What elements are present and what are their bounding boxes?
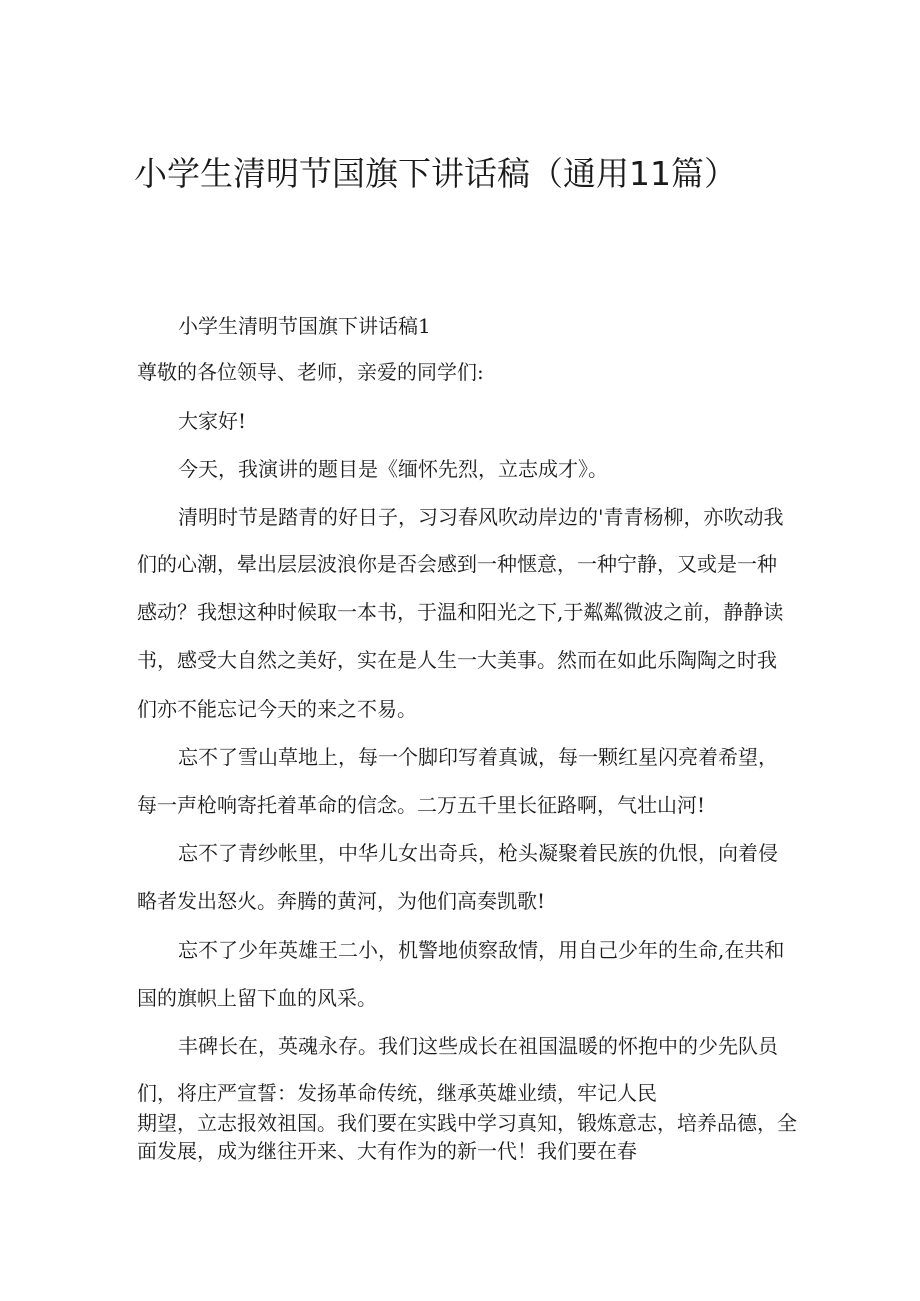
paragraph-line: 感动？我想这种时候取一本书，于温和阳光之下,于粼粼微波之前，静静读 xyxy=(137,600,784,624)
paragraph-line: 国的旗帜上留下血的风采。 xyxy=(137,986,377,1010)
paragraph-line: 忘不了少年英雄王二小，机警地侦察敌情，用自己少年的生命,在共和 xyxy=(178,938,785,962)
paragraph-line: 面发展，成为继往开来、大有作为的新一代！我们要在春 xyxy=(137,1139,637,1163)
paragraph-line: 丰碑长在，英魂永存。我们这些成长在祖国温暖的怀抱中的少先队员 xyxy=(178,1034,778,1058)
paragraph-line: 略者发出怒火。奔腾的黄河，为他们高奏凯歌! xyxy=(137,889,546,913)
greeting: 大家好! xyxy=(178,409,247,433)
paragraph-line: 每一声枪响寄托着革命的信念。二万五千里长征路啊，气壮山河! xyxy=(137,793,706,817)
paragraph-line: 们亦不能忘记今天的来之不易。 xyxy=(137,697,417,721)
speech-topic: 今天，我演讲的题目是《缅怀先烈，立志成才》。 xyxy=(178,457,608,481)
paragraph-line: 期望，立志报效祖国。我们要在实践中学习真知，锻炼意志，培养品德，全 xyxy=(137,1111,797,1135)
paragraph-line: 清明时节是踏青的好日子，习习春风吹动岸边的'青青杨柳，亦吹动我 xyxy=(178,505,784,529)
paragraph-line: 们，将庄严宣誓：发扬革命传统，继承英雄业绩，牢记人民 xyxy=(137,1081,657,1105)
document-title: 小学生清明节国旗下讲话稿（通用11篇） xyxy=(134,154,737,193)
paragraph-line: 忘不了青纱帐里，中华儿女出奇兵，枪头凝聚着民族的仇恨，向着侵 xyxy=(178,841,778,865)
paragraph-line: 忘不了雪山草地上，每一个脚印写着真诚，每一颗红星闪亮着希望， xyxy=(178,745,778,769)
section-heading: 小学生清明节国旗下讲话稿1 xyxy=(178,314,431,338)
paragraph-line: 们的心潮，晕出层层波浪你是否会感到一种惬意，一种宁静，又或是一种 xyxy=(137,552,777,576)
paragraph-line: 书，感受大自然之美好，实在是人生一大美事。然而在如此乐陶陶之时我 xyxy=(137,648,777,672)
salutation: 尊敬的各位领导、老师，亲爱的同学们: xyxy=(137,360,484,384)
